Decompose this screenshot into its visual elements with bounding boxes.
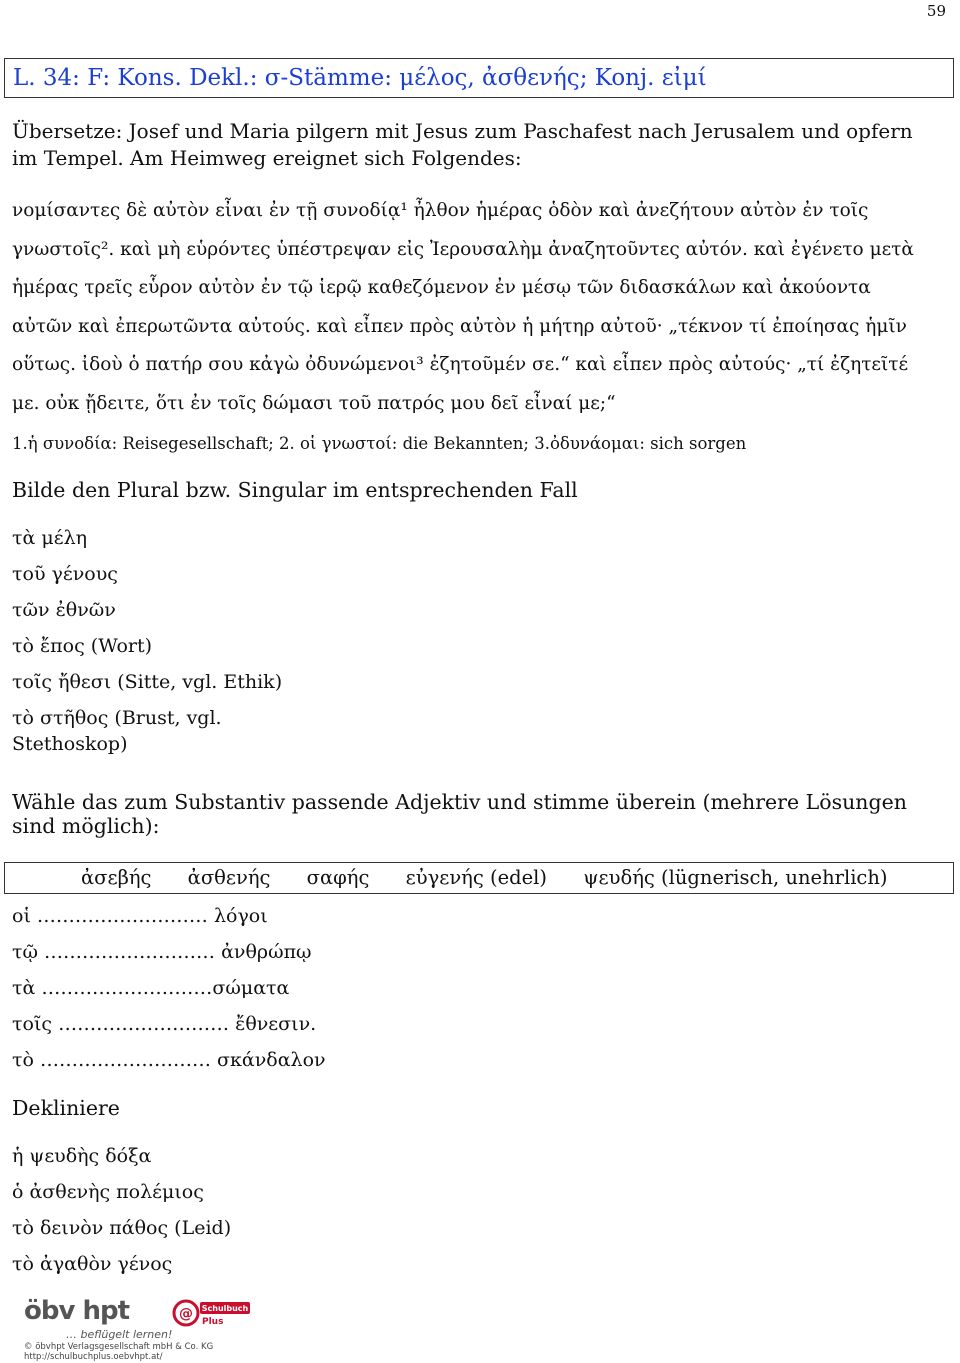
- greek-line: ἡμέρας τρεῖς εὗρον αὐτὸν ἐν τῷ ἱερῷ καθεζόμενον ἐν μέσῳ τῶν διδασκάλων καὶ ἀκούοντα: [12, 277, 871, 298]
- adjective-box: [4, 862, 954, 894]
- page-number: 59: [926, 2, 946, 20]
- lesson-title: L. 34: F: Kons. Dekl.: σ-Stämme: μέλος, ἀσθενής; Konj. εἰμί: [4, 58, 954, 98]
- greek-line: με. οὐκ ᾔδειτε, ὅτι ἐν τοῖς δώμασι τοῦ πατρός μου δεῖ εἶναί με;“: [12, 392, 616, 414]
- list-item: ὁ ἀσθενὴς πολέμιος: [12, 1181, 204, 1203]
- adjective-option: ἀσθενής: [187, 866, 271, 889]
- plural-word-list: [12, 520, 282, 762]
- footer-logos: [24, 1292, 264, 1362]
- adjective-option: ἀσεβής: [81, 866, 152, 889]
- copyright-text: © öbvhpt Verlagsgesellschaft mbH & Co. KG: [24, 1342, 214, 1352]
- schulbuch-plus-logo: [172, 1298, 252, 1328]
- fill-in-item: τῷ ……………………… ἀνθρώπῳ: [12, 941, 312, 963]
- greek-line: οὕτως. ἰδοὺ ὁ πατήρ σου κἀγὼ ὀδυνώμενοι³ ἐζητοῦμέν σε.“ καὶ εἶπεν πρὸς αὐτούς· „τί ἐζητεῖτέ: [12, 354, 909, 375]
- list-item: τῶν ἐθνῶν: [12, 599, 116, 621]
- greek-text: [12, 192, 948, 423]
- list-item: τὰ μέλη: [12, 527, 87, 549]
- svg-text:@: @: [179, 1306, 193, 1322]
- publisher-logo: öbv hpt: [24, 1296, 130, 1326]
- fill-in-item: οἱ ……………………… λόγοι: [12, 905, 268, 927]
- list-item: τὸ στῆθος (Brust, vgl.: [12, 707, 222, 729]
- fill-in-item: τοῖς ……………………… ἔθνεσιν.: [12, 1013, 317, 1035]
- footnotes: 1.ἡ συνοδία: Reisegesellschaft; 2. οἱ γνωστοί: die Bekannten; 3.ὀδυνάομαι: sich sorgen: [12, 434, 747, 453]
- fill-in-list: [12, 898, 326, 1078]
- section-heading-decline: Dekliniere: [12, 1096, 120, 1120]
- greek-line: γνωστοῖς². καὶ μὴ εὑρόντες ὑπέστρεψαν εἰς Ἰερουσαλὴμ ἀναζητοῦντες αὐτόν. καὶ ἐγένετο μετὰ: [12, 238, 914, 260]
- plus-text: Plus: [202, 1317, 224, 1327]
- intro-text: Übersetze: Josef und Maria pilgern mit Jesus zum Paschafest nach Jerusalem und opfern im Tempel. Am Heimweg ereignet sich Folgendes:: [12, 119, 913, 170]
- adjective-option: σαφής: [306, 866, 370, 889]
- list-item: τοῖς ἤθεσι (Sitte, vgl. Ethik): [12, 671, 283, 693]
- publisher-slogan: … beflügelt lernen!: [66, 1328, 173, 1341]
- copyright-notice: [24, 1342, 213, 1362]
- adjective-option: εὐγενής (edel): [405, 866, 547, 889]
- list-item: τὸ δεινὸν πάθος (Leid): [12, 1217, 232, 1239]
- adjective-option: ψευδής (lügnerisch, unehrlich): [583, 866, 888, 889]
- greek-line: νομίσαντες δὲ αὐτὸν εἶναι ἐν τῇ συνοδίᾳ¹ ἦλθον ἡμέρας ὁδὸν καὶ ἀνεζήτουν αὐτὸν ἐν τοῖς: [12, 200, 869, 221]
- section-heading-plural: Bilde den Plural bzw. Singular im entsprechenden Fall: [12, 478, 578, 502]
- list-item: ἡ ψευδὴς δόξα: [12, 1145, 152, 1167]
- list-item: τὸ ἀγαθὸν γένος: [12, 1253, 173, 1275]
- fill-in-item: τὰ ………………………σώματα: [12, 977, 290, 999]
- decline-word-list: [12, 1138, 231, 1282]
- list-item: τοῦ γένους: [12, 563, 118, 585]
- publisher-url[interactable]: http://schulbuchplus.oebvhpt.at/: [24, 1352, 163, 1362]
- section-heading-adjective: Wähle das zum Substantiv passende Adjektiv und stimme überein (mehrere Lösungen sind möglich):: [12, 790, 907, 838]
- fill-in-item: τὸ ……………………… σκάνδαλον: [12, 1049, 326, 1071]
- schulbuch-text: Schulbuch: [201, 1304, 249, 1313]
- list-item: Stethoskop): [12, 733, 128, 755]
- greek-line: αὐτῶν καὶ ἐπερωτῶντα αὐτούς. καὶ εἶπεν πρὸς αὐτὸν ἡ μήτηρ αὐτοῦ· „τέκνον τί ἐποίησας ἡμῖν: [12, 315, 907, 337]
- list-item: τὸ ἔπος (Wort): [12, 635, 153, 657]
